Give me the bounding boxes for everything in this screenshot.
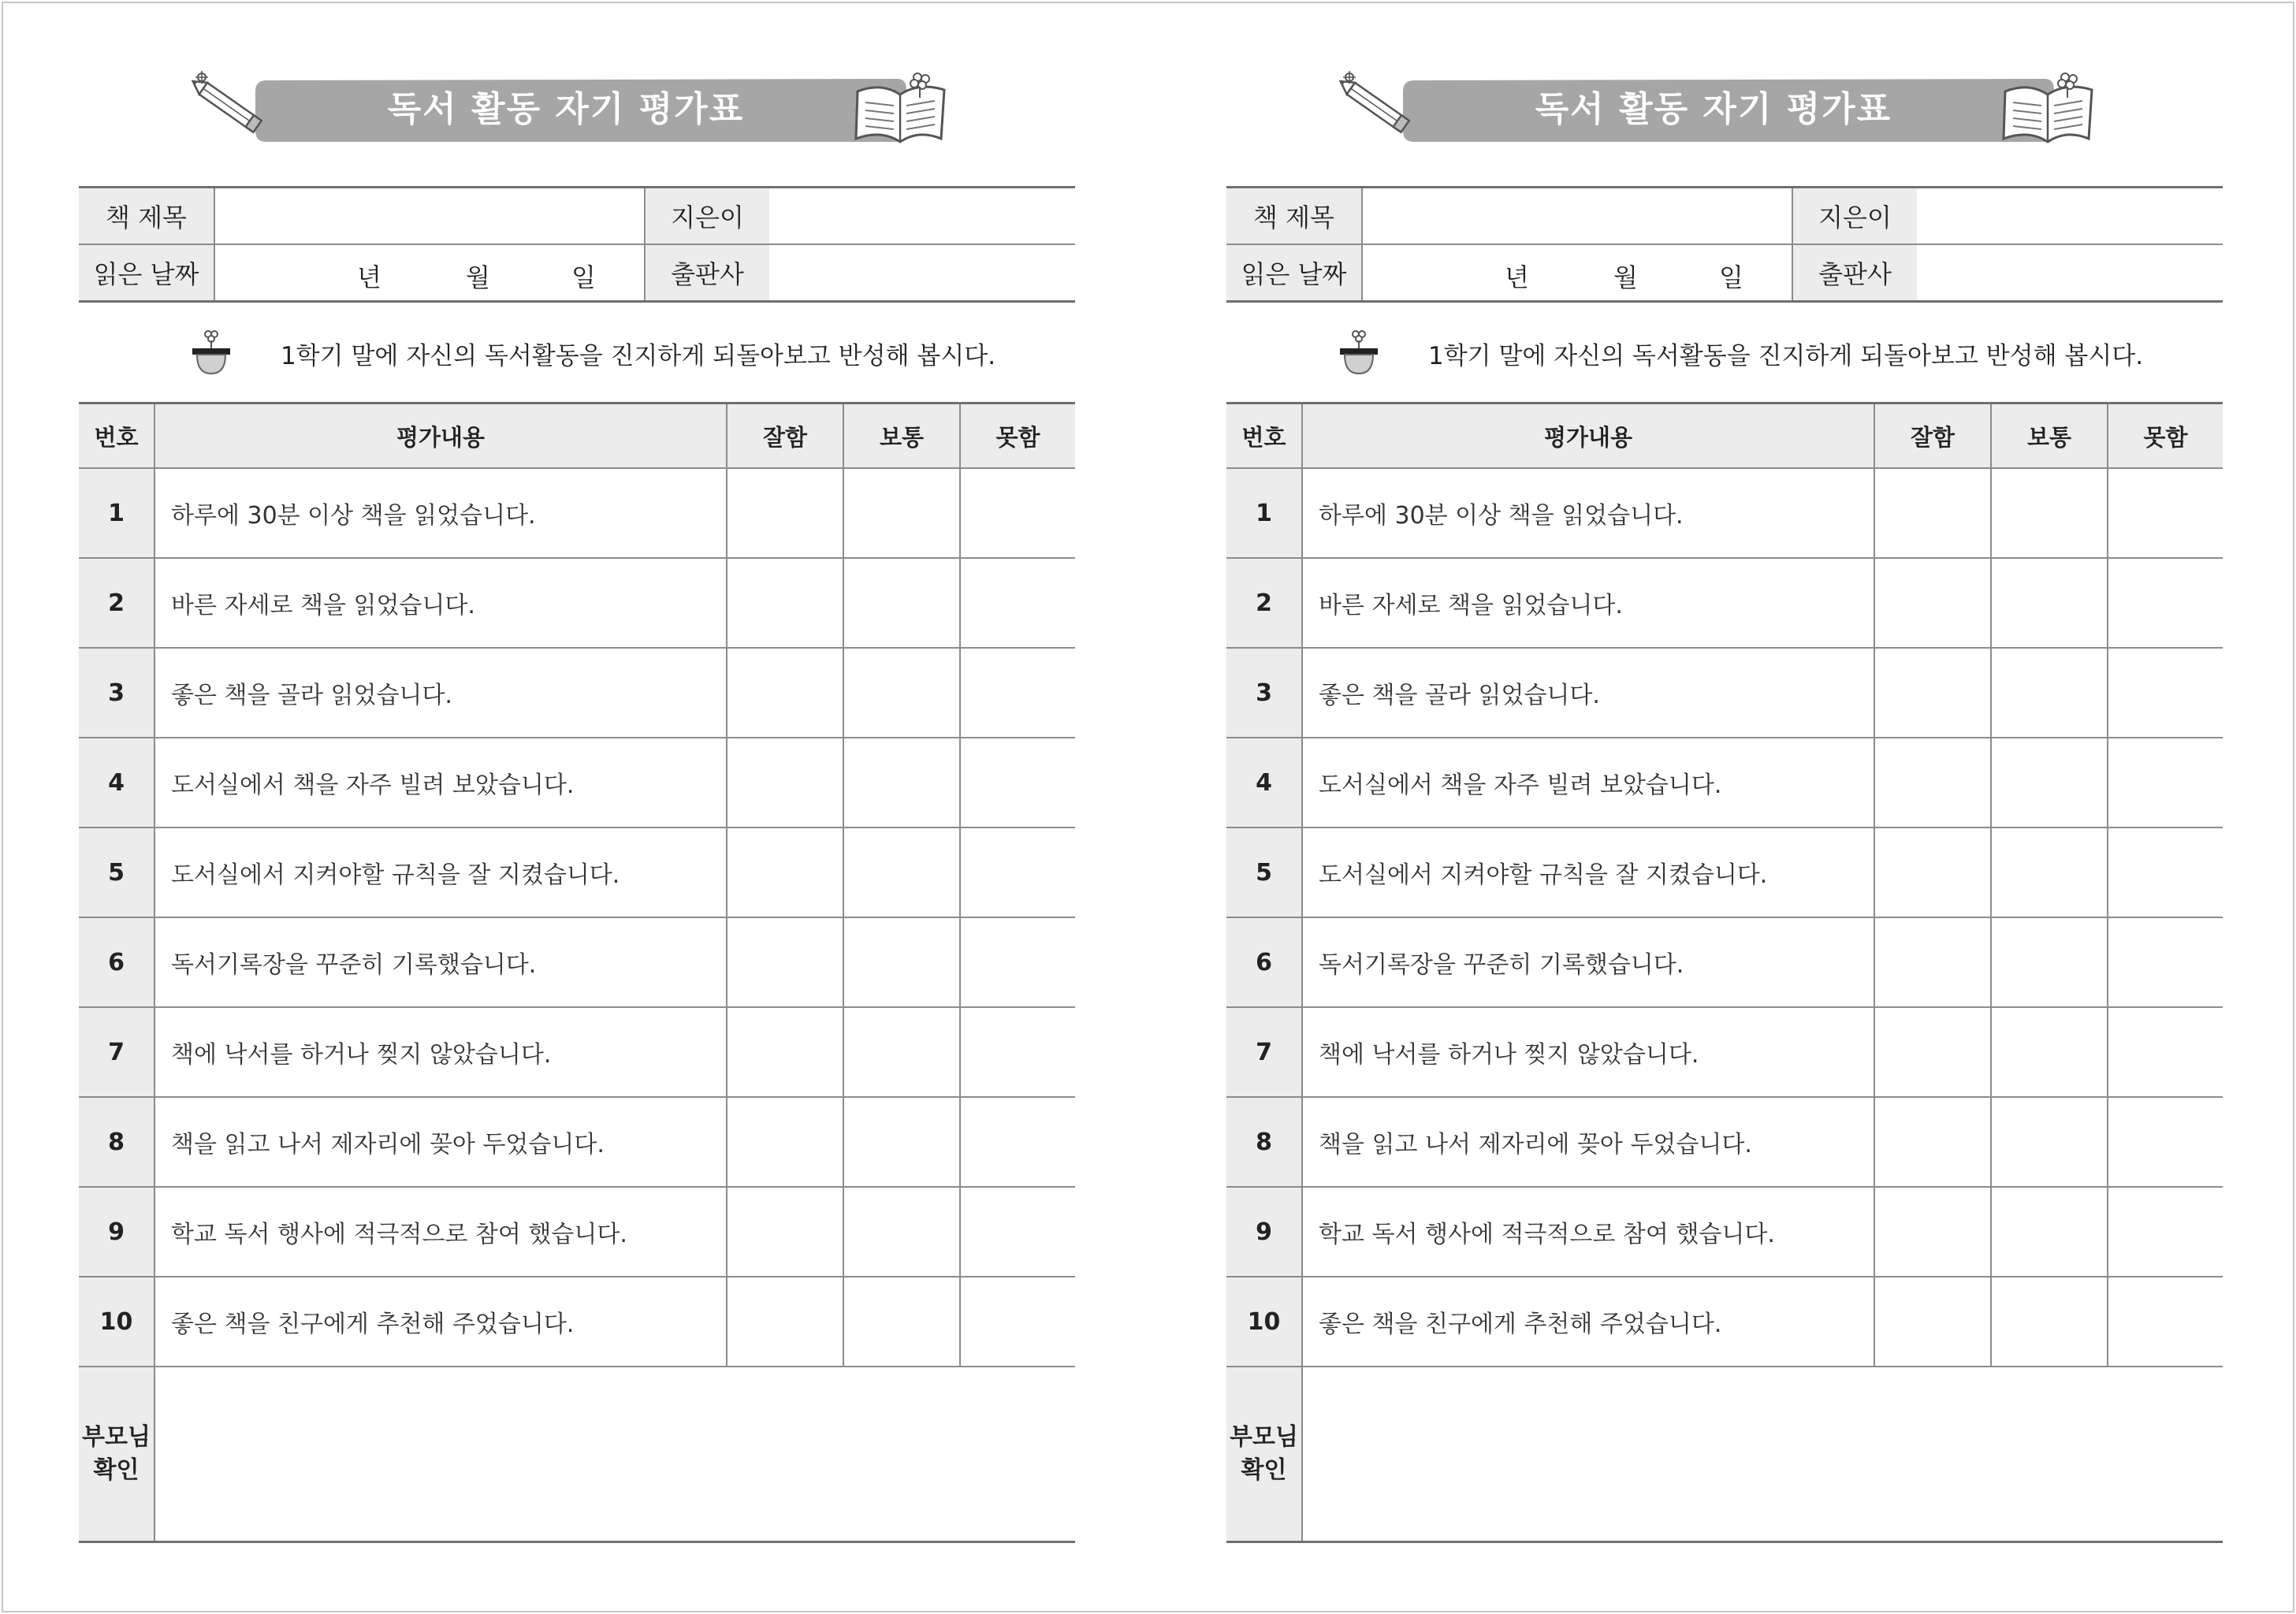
evaluation-item: 책을 읽고 나서 제자리에 꽂아 두었습니다. bbox=[1302, 1097, 1874, 1187]
table-row bbox=[1226, 1277, 2223, 1367]
flower-pot-icon bbox=[1337, 329, 1384, 377]
publisher-label: 출판사 bbox=[1792, 244, 1917, 302]
book-title-field[interactable] bbox=[214, 188, 645, 245]
table-row bbox=[1226, 738, 2223, 827]
rating-good-cell[interactable] bbox=[727, 827, 843, 917]
evaluation-item: 독서기록장을 꾸준히 기록했습니다. bbox=[154, 917, 727, 1007]
book-title-field[interactable] bbox=[1362, 188, 1792, 245]
rating-average-cell[interactable] bbox=[1991, 558, 2108, 648]
rating-poor-cell[interactable] bbox=[2108, 648, 2223, 738]
pencil-icon bbox=[181, 68, 276, 147]
row-number: 6 bbox=[79, 917, 154, 1007]
rating-good-cell[interactable] bbox=[727, 648, 843, 738]
evaluation-table bbox=[79, 402, 1075, 1543]
table-row bbox=[79, 917, 1075, 1007]
evaluation-item: 도서실에서 지켜야할 규칙을 잘 지켰습니다. bbox=[1302, 827, 1874, 917]
rating-average-cell[interactable] bbox=[843, 827, 960, 917]
rating-poor-cell[interactable] bbox=[960, 558, 1075, 648]
header-content: 평가내용 bbox=[1302, 404, 1874, 469]
evaluation-item: 도서실에서 지켜야할 규칙을 잘 지켰습니다. bbox=[154, 827, 727, 917]
rating-average-cell[interactable] bbox=[1991, 648, 2108, 738]
rating-poor-cell[interactable] bbox=[2108, 558, 2223, 648]
header-poor: 못함 bbox=[960, 404, 1075, 469]
read-date-label: 읽은 날짜 bbox=[79, 244, 214, 302]
rating-average-cell[interactable] bbox=[843, 738, 960, 827]
header-poor: 못함 bbox=[2108, 404, 2223, 469]
rating-poor-cell[interactable] bbox=[960, 648, 1075, 738]
rating-average-cell[interactable] bbox=[843, 1097, 960, 1187]
rating-good-cell[interactable] bbox=[1874, 558, 1991, 648]
rating-good-cell[interactable] bbox=[1874, 827, 1991, 917]
rating-good-cell[interactable] bbox=[727, 1277, 843, 1367]
day-unit: 일 bbox=[1719, 262, 1743, 292]
rating-poor-cell[interactable] bbox=[960, 1007, 1075, 1097]
rating-poor-cell[interactable] bbox=[960, 917, 1075, 1007]
rating-average-cell[interactable] bbox=[843, 468, 960, 558]
evaluation-item: 좋은 책을 골라 읽었습니다. bbox=[1302, 648, 1874, 738]
rating-good-cell[interactable] bbox=[1874, 917, 1991, 1007]
table-row bbox=[1226, 1097, 2223, 1187]
read-date-field[interactable] bbox=[1362, 244, 1792, 302]
rating-poor-cell[interactable] bbox=[960, 1277, 1075, 1367]
table-row bbox=[79, 827, 1075, 917]
table-row bbox=[1226, 468, 2223, 558]
rating-average-cell[interactable] bbox=[843, 1187, 960, 1277]
rating-good-cell[interactable] bbox=[1874, 1187, 1991, 1277]
rating-average-cell[interactable] bbox=[843, 917, 960, 1007]
rating-good-cell[interactable] bbox=[1874, 1097, 1991, 1187]
evaluation-item: 학교 독서 행사에 적극적으로 참여 했습니다. bbox=[1302, 1187, 1874, 1277]
rating-average-cell[interactable] bbox=[1991, 1277, 2108, 1367]
table-row bbox=[79, 1097, 1075, 1187]
rating-good-cell[interactable] bbox=[1874, 1277, 1991, 1367]
header-good: 잘함 bbox=[1874, 404, 1991, 469]
title-banner bbox=[1351, 74, 2108, 143]
header-average: 보통 bbox=[1991, 404, 2108, 469]
book-info-table bbox=[1226, 186, 2223, 303]
row-number: 10 bbox=[1226, 1277, 1302, 1367]
instruction-text: 1학기 말에 자신의 독서활동을 진지하게 되돌아보고 반성해 봅시다. bbox=[1428, 342, 2144, 370]
rating-good-cell[interactable] bbox=[1874, 1007, 1991, 1097]
header-average: 보통 bbox=[843, 404, 960, 469]
rating-good-cell[interactable] bbox=[727, 917, 843, 1007]
rating-average-cell[interactable] bbox=[843, 1007, 960, 1097]
row-number: 5 bbox=[79, 827, 154, 917]
author-field[interactable] bbox=[1917, 188, 2223, 245]
row-number: 9 bbox=[1226, 1187, 1302, 1277]
read-date-label: 읽은 날짜 bbox=[1226, 244, 1362, 302]
open-book-icon bbox=[850, 71, 952, 147]
day-unit: 일 bbox=[571, 262, 596, 292]
year-unit: 년 bbox=[357, 262, 381, 292]
evaluation-item: 좋은 책을 친구에게 추천해 주었습니다. bbox=[1302, 1277, 1874, 1367]
page-title: 독서 활동 자기 평가표 bbox=[387, 89, 745, 129]
table-row bbox=[79, 468, 1075, 558]
parent-label: 부모님 bbox=[1230, 1423, 1298, 1451]
rating-average-cell[interactable] bbox=[843, 558, 960, 648]
row-number: 1 bbox=[1226, 468, 1302, 558]
confirm-label: 확인 bbox=[93, 1456, 140, 1484]
row-number: 8 bbox=[79, 1097, 154, 1187]
evaluation-table bbox=[1226, 402, 2223, 1543]
evaluation-item: 학교 독서 행사에 적극적으로 참여 했습니다. bbox=[154, 1187, 727, 1277]
table-row bbox=[79, 558, 1075, 648]
evaluation-item: 책에 낙서를 하거나 찢지 않았습니다. bbox=[154, 1007, 727, 1097]
rating-average-cell[interactable] bbox=[1991, 827, 2108, 917]
table-row bbox=[1226, 648, 2223, 738]
rating-good-cell[interactable] bbox=[727, 468, 843, 558]
rating-average-cell[interactable] bbox=[1991, 1007, 2108, 1097]
row-number: 5 bbox=[1226, 827, 1302, 917]
author-label: 지은이 bbox=[645, 188, 769, 245]
rating-average-cell[interactable] bbox=[843, 648, 960, 738]
month-unit: 월 bbox=[1613, 262, 1638, 292]
evaluation-sheet-left bbox=[79, 0, 1075, 1614]
instruction bbox=[189, 329, 1056, 377]
table-row bbox=[79, 738, 1075, 827]
parent-confirm-field[interactable] bbox=[154, 1367, 1075, 1542]
title-banner bbox=[203, 74, 960, 143]
row-number: 3 bbox=[79, 648, 154, 738]
rating-poor-cell[interactable] bbox=[2108, 1277, 2223, 1367]
parent-confirm-label bbox=[79, 1367, 154, 1542]
rating-good-cell[interactable] bbox=[1874, 648, 1991, 738]
publisher-field[interactable] bbox=[769, 244, 1075, 302]
book-info-table bbox=[79, 186, 1075, 303]
flower-pot-icon bbox=[189, 329, 236, 377]
header-number: 번호 bbox=[1226, 404, 1302, 469]
year-unit: 년 bbox=[1505, 262, 1529, 292]
row-number: 1 bbox=[79, 468, 154, 558]
parent-confirm-field[interactable] bbox=[1302, 1367, 2223, 1542]
rating-average-cell[interactable] bbox=[1991, 917, 2108, 1007]
rating-average-cell[interactable] bbox=[843, 1277, 960, 1367]
evaluation-item: 책에 낙서를 하거나 찢지 않았습니다. bbox=[1302, 1007, 1874, 1097]
row-number: 4 bbox=[1226, 738, 1302, 827]
row-number: 4 bbox=[79, 738, 154, 827]
open-book-icon bbox=[1997, 71, 2100, 147]
rating-average-cell[interactable] bbox=[1991, 1097, 2108, 1187]
row-number: 8 bbox=[1226, 1097, 1302, 1187]
rating-poor-cell[interactable] bbox=[960, 738, 1075, 827]
rating-average-cell[interactable] bbox=[1991, 468, 2108, 558]
row-number: 7 bbox=[1226, 1007, 1302, 1097]
rating-average-cell[interactable] bbox=[1991, 1187, 2108, 1277]
evaluation-item: 독서기록장을 꾸준히 기록했습니다. bbox=[1302, 917, 1874, 1007]
rating-poor-cell[interactable] bbox=[960, 1097, 1075, 1187]
rating-poor-cell[interactable] bbox=[2108, 827, 2223, 917]
rating-poor-cell[interactable] bbox=[2108, 1187, 2223, 1277]
author-field[interactable] bbox=[769, 188, 1075, 245]
evaluation-item: 하루에 30분 이상 책을 읽었습니다. bbox=[1302, 468, 1874, 558]
rating-poor-cell[interactable] bbox=[2108, 1097, 2223, 1187]
table-row bbox=[1226, 558, 2223, 648]
header-content: 평가내용 bbox=[154, 404, 727, 469]
evaluation-sheet-right bbox=[1226, 0, 2223, 1614]
table-row bbox=[79, 648, 1075, 738]
evaluation-item: 책을 읽고 나서 제자리에 꽂아 두었습니다. bbox=[154, 1097, 727, 1187]
table-row bbox=[1226, 827, 2223, 917]
rating-good-cell[interactable] bbox=[727, 1187, 843, 1277]
instruction-text: 1학기 말에 자신의 독서활동을 진지하게 되돌아보고 반성해 봅시다. bbox=[281, 342, 996, 370]
table-row bbox=[1226, 1007, 2223, 1097]
rating-poor-cell[interactable] bbox=[2108, 917, 2223, 1007]
row-number: 6 bbox=[1226, 917, 1302, 1007]
parent-confirm-label bbox=[1226, 1367, 1302, 1542]
evaluation-item: 바른 자세로 책을 읽었습니다. bbox=[154, 558, 727, 648]
table-row bbox=[79, 1277, 1075, 1367]
evaluation-item: 도서실에서 책을 자주 빌려 보았습니다. bbox=[1302, 738, 1874, 827]
evaluation-item: 하루에 30분 이상 책을 읽었습니다. bbox=[154, 468, 727, 558]
rating-poor-cell[interactable] bbox=[960, 468, 1075, 558]
read-date-field[interactable] bbox=[214, 244, 645, 302]
page-title: 독서 활동 자기 평가표 bbox=[1535, 89, 1892, 129]
book-title-label: 책 제목 bbox=[1226, 188, 1362, 245]
table-row bbox=[1226, 917, 2223, 1007]
rating-good-cell[interactable] bbox=[727, 738, 843, 827]
pencil-icon bbox=[1329, 68, 1423, 147]
rating-poor-cell[interactable] bbox=[960, 1187, 1075, 1277]
row-number: 9 bbox=[79, 1187, 154, 1277]
rating-average-cell[interactable] bbox=[1991, 738, 2108, 827]
instruction bbox=[1337, 329, 2204, 377]
rating-good-cell[interactable] bbox=[727, 558, 843, 648]
rating-good-cell[interactable] bbox=[1874, 468, 1991, 558]
header-good: 잘함 bbox=[727, 404, 843, 469]
rating-poor-cell[interactable] bbox=[2108, 468, 2223, 558]
evaluation-item: 좋은 책을 골라 읽었습니다. bbox=[154, 648, 727, 738]
rating-poor-cell[interactable] bbox=[2108, 738, 2223, 827]
confirm-label: 확인 bbox=[1241, 1456, 1287, 1484]
author-label: 지은이 bbox=[1792, 188, 1917, 245]
rating-good-cell[interactable] bbox=[727, 1007, 843, 1097]
book-title-label: 책 제목 bbox=[79, 188, 214, 245]
table-row bbox=[79, 1187, 1075, 1277]
row-number: 10 bbox=[79, 1277, 154, 1367]
evaluation-item: 좋은 책을 친구에게 추천해 주었습니다. bbox=[154, 1277, 727, 1367]
table-row bbox=[1226, 1187, 2223, 1277]
publisher-label: 출판사 bbox=[645, 244, 769, 302]
row-number: 3 bbox=[1226, 648, 1302, 738]
month-unit: 월 bbox=[466, 262, 490, 292]
parent-label: 부모님 bbox=[82, 1423, 151, 1451]
rating-poor-cell[interactable] bbox=[960, 827, 1075, 917]
row-number: 7 bbox=[79, 1007, 154, 1097]
row-number: 2 bbox=[1226, 558, 1302, 648]
header-number: 번호 bbox=[79, 404, 154, 469]
rating-good-cell[interactable] bbox=[1874, 738, 1991, 827]
table-row bbox=[79, 1007, 1075, 1097]
evaluation-item: 도서실에서 책을 자주 빌려 보았습니다. bbox=[154, 738, 727, 827]
rating-good-cell[interactable] bbox=[727, 1097, 843, 1187]
rating-poor-cell[interactable] bbox=[2108, 1007, 2223, 1097]
evaluation-item: 바른 자세로 책을 읽었습니다. bbox=[1302, 558, 1874, 648]
row-number: 2 bbox=[79, 558, 154, 648]
publisher-field[interactable] bbox=[1917, 244, 2223, 302]
